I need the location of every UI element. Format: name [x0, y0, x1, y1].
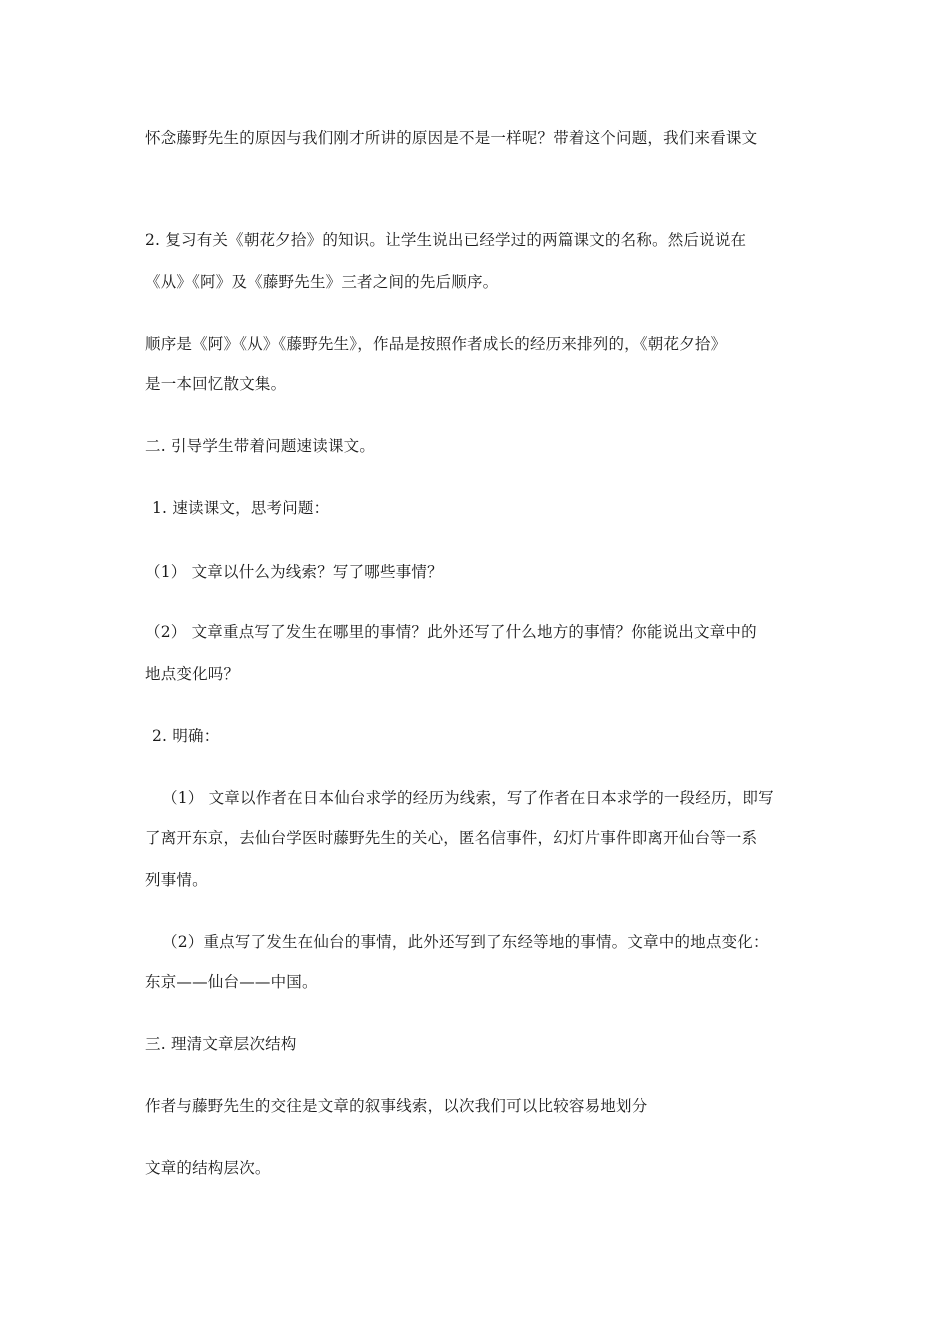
paragraph-line: （2）重点写了发生在仙台的事情，此外还写到了东经等地的事情。文章中的地点变化： — [162, 933, 769, 951]
section-heading: 三. 理清文章层次结构 — [145, 1035, 297, 1053]
paragraph-line: （1） 文章以作者在日本仙台求学的经历为线索，写了作者在日本求学的一段经历，即写 — [162, 789, 774, 807]
paragraph-line: 《从》《阿》及《藤野先生》三者之间的先后顺序。 — [145, 273, 499, 291]
paragraph-line: 2. 明确： — [152, 727, 220, 745]
paragraph-line: 2. 复习有关《朝花夕拾》的知识。让学生说出已经学过的两篇课文的名称。然后说说在 — [145, 231, 747, 249]
paragraph-line: 顺序是《阿》《从》《藤野先生》，作品是按照作者成长的经历来排列的，《朝花夕拾》 — [145, 335, 727, 353]
paragraph-line: 东京——仙台——中国。 — [145, 973, 318, 991]
paragraph-line: （2） 文章重点写了发生在哪里的事情？此外还写了什么地方的事情？你能说出文章中的 — [145, 623, 757, 641]
paragraph-line: 文章的结构层次。 — [145, 1159, 271, 1177]
paragraph-line: 了离开东京，去仙台学医时藤野先生的关心，匿名信事件，幻灯片事件即离开仙台等一系 — [145, 829, 758, 847]
paragraph-line: 是一本回忆散文集。 — [145, 375, 287, 393]
paragraph-line: 作者与藤野先生的交往是文章的叙事线索，以次我们可以比较容易地划分 — [145, 1097, 648, 1115]
paragraph-line: 怀念藤野先生的原因与我们刚才所讲的原因是不是一样呢？带着这个问题，我们来看课文 — [145, 129, 758, 147]
paragraph-line: 1. 速读课文，思考问题： — [152, 499, 330, 517]
paragraph-line: 列事情。 — [145, 871, 208, 889]
paragraph-line: 地点变化吗？ — [145, 665, 240, 683]
section-heading: 二. 引导学生带着问题速读课文。 — [145, 437, 376, 455]
paragraph-line: （1） 文章以什么为线索？写了哪些事情？ — [145, 563, 443, 581]
